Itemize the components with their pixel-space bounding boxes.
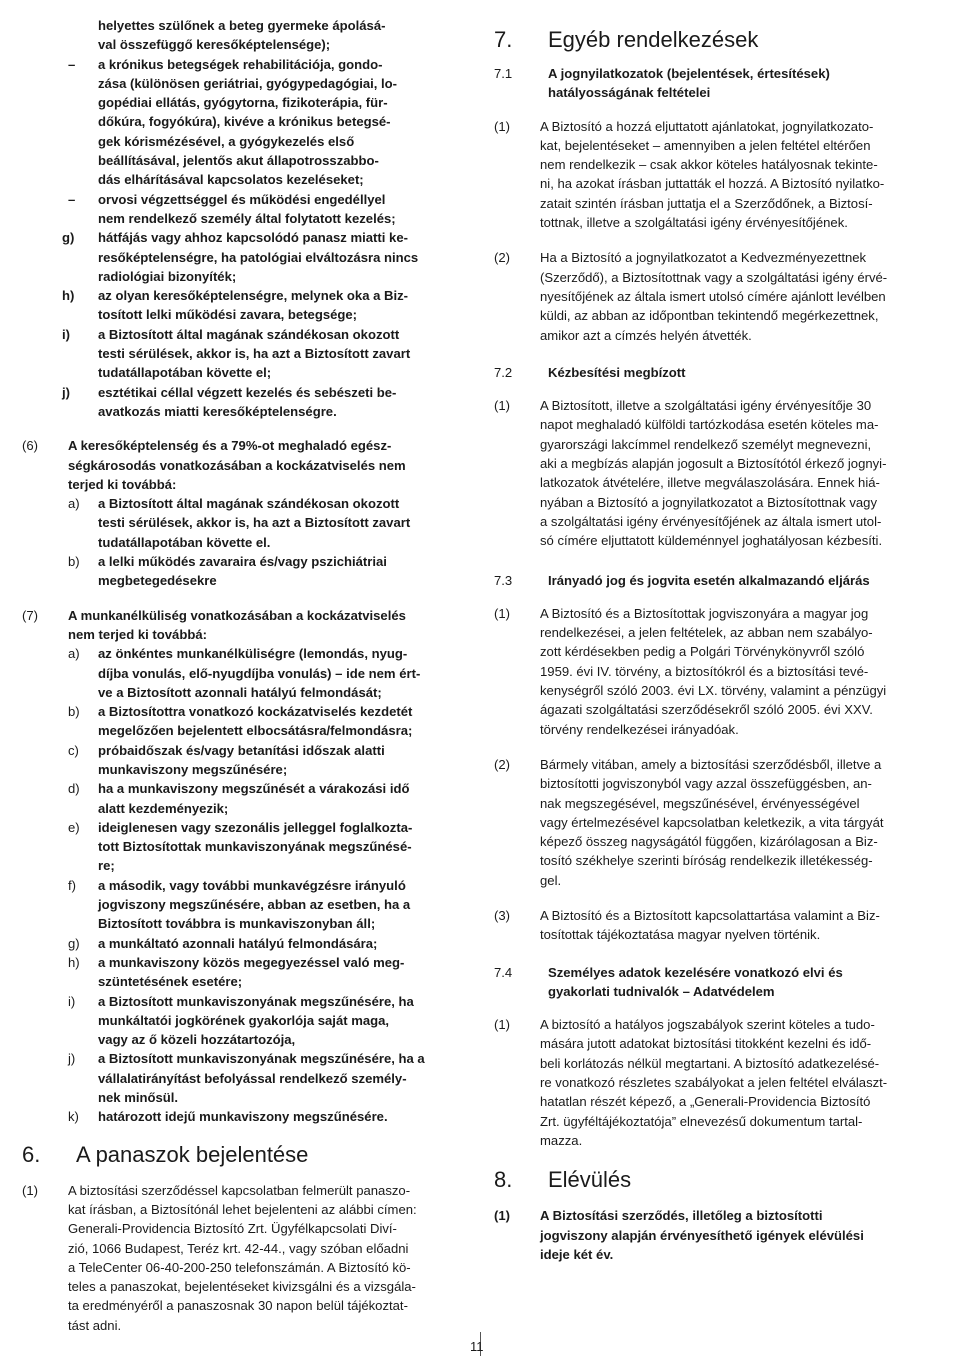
- paragraph-label: (1): [494, 1208, 511, 1224]
- paragraph-label: (3): [494, 907, 511, 923]
- text-line: vagy az ő közeli hozzátartozója,: [98, 1032, 296, 1048]
- text-line: ta eredményéről a panaszosnak 30 napon belül tájékoztat-: [68, 1298, 408, 1314]
- text-line: ve a Biztosított azonnali hatályú felmondását;: [98, 684, 382, 700]
- item-label: d): [68, 781, 80, 797]
- text-line: a Biztosítottra vonatkozó kockázatviselés kezdetét: [98, 704, 413, 720]
- section-title: Elévülés: [548, 1167, 632, 1193]
- text-line: tottnak, illetve a szolgáltatási igény érvényesítőjének.: [540, 215, 848, 231]
- text-line: ágazati szolgáltatási szerződésekről szóló 2005. évi XXV.: [540, 702, 873, 718]
- text-line: testi sérülések, akkor is, ha azt a Biztosított zavart: [98, 346, 411, 362]
- text-line: Ha a Biztosító a jognyilatkozatot a Kedvezményezettnek: [540, 250, 867, 266]
- text-line: kat, bejelentéseket – amennyiben a jelen feltétel eltérően: [540, 137, 871, 153]
- text-line: ideiglenesen vagy szezonális jelleggel foglalkozta-: [98, 819, 413, 835]
- text-line: munkáltatói jogkörének gyakorlója saját maga,: [98, 1012, 390, 1028]
- text-line: gyarországi lakcímmel rendelkező személyt megnevezni,: [540, 436, 872, 452]
- text-line: A Biztosító a hozzá eljuttatott ajánlatokat, jognyilatkozato-: [540, 118, 874, 134]
- section-title: Egyéb rendelkezések: [548, 27, 759, 52]
- letter-list-5: [62, 228, 466, 421]
- page-number: 11: [470, 1339, 484, 1354]
- s73-paragraph-1: [494, 604, 938, 739]
- list-item-j: [68, 1049, 466, 1107]
- text-line: Biztosított továbbra is munkaviszonyban áll;: [98, 916, 376, 932]
- text-line: próbaidőszak és/vagy betanítási időszak alatti: [98, 742, 385, 758]
- list-item-i: [62, 325, 466, 383]
- text-line: zott kérdésekben pedig a Polgári Törvénykönyvről szóló: [540, 644, 865, 660]
- text-line: ni, ha azokat írásban juttatták el hozzá. A Biztosító nyilatko-: [540, 176, 885, 192]
- section-7-heading: [494, 26, 938, 54]
- list-item-b: [68, 702, 466, 741]
- text-line: díjba vonulás, elő-nyugdíjba vonulás) – ide nem ért-: [98, 665, 421, 681]
- text-line: A Biztosító és a Biztosított kapcsolattartása valamint a Biz-: [540, 907, 880, 923]
- text-line: ideje két év.: [540, 1246, 614, 1262]
- text-line: Személyes adatok kezelésére vonatkozó elvi és: [548, 964, 843, 980]
- text-line: mazza.: [540, 1132, 583, 1148]
- text-line: gel.: [540, 872, 562, 888]
- text-line: só címére eljuttatott küldeménnyel joghatályosan kézbesíti.: [540, 533, 883, 549]
- text-line: re;: [98, 858, 115, 874]
- subsection-7-3-heading: [494, 571, 938, 590]
- text-line: beállításával, jelentős akut állapotrosszabbo-: [98, 153, 379, 169]
- paragraph-label: (1): [494, 605, 511, 621]
- section-title: A panaszok bejelentése: [76, 1141, 309, 1167]
- dash-marker: –: [68, 191, 76, 207]
- text-line: vagy értelmezésével kapcsolatban keletkezik, a vita tárgyát: [540, 814, 884, 830]
- text-line: a Biztosított által magának szándékosan okozott: [98, 496, 400, 512]
- text-line: avatkozás miatti keresőképtelenségre.: [98, 403, 337, 419]
- text-line: Kézbesítési megbízott: [548, 364, 686, 380]
- s74-paragraph-1: [494, 1015, 938, 1150]
- text-line: helyettes szülőnek a beteg gyermeke ápolásá-: [98, 18, 386, 33]
- text-line: a munkaviszony közös megegyezéssel való meg-: [98, 954, 405, 970]
- list-item-f: [68, 876, 466, 934]
- list-item-g: [62, 228, 466, 286]
- item-label: e): [68, 819, 80, 835]
- subsection-7-1-heading: [494, 64, 938, 103]
- text-line: re vonatkozó részletes szabályokat a jelen feltétel elválaszt-: [540, 1075, 888, 1091]
- text-line: zatait szintén írásban juttatja el a Szerződőnek, a Biztosí-: [540, 195, 873, 211]
- subsection-number: 7.1: [494, 66, 513, 81]
- list-item-e: [68, 818, 466, 876]
- item-label: b): [68, 704, 80, 720]
- paragraph-label: (1): [494, 1017, 511, 1033]
- paragraph-label: (1): [494, 118, 511, 134]
- list-item-k: [68, 1107, 466, 1126]
- item-label: i): [68, 993, 76, 1009]
- left-column: [22, 16, 466, 1335]
- text-line: biztosítotti jogviszonyból vagy azzal összefüggésben, an-: [540, 776, 872, 792]
- section-8-heading: [494, 1166, 938, 1194]
- item-label: f): [68, 877, 76, 893]
- text-line: 1959. évi IV. törvény, a biztosítókról és a biztosítási tevé-: [540, 663, 869, 679]
- paragraph-label: (1): [22, 1182, 39, 1198]
- list-item-c: [68, 741, 466, 780]
- text-line: szüntetésének esetére;: [98, 974, 243, 990]
- intro-continuation: [98, 16, 466, 55]
- text-line: val összefüggő keresőképtelensége);: [98, 37, 331, 53]
- text-line: kenységről szóló 2003. évi LX. törvény, valamint a pénzügyi: [540, 683, 887, 699]
- item-label: g): [62, 230, 75, 246]
- text-line: ségkárosodás vonatkozásában a kockázatviselés nem: [68, 457, 406, 473]
- item-label: b): [68, 554, 80, 570]
- text-line: esztétikai céllal végzett kezelés és sebészeti be-: [98, 384, 397, 400]
- text-line: nak megszegésével, megszűnésével, érvényességével: [540, 795, 860, 811]
- subsection-number: 7.4: [494, 964, 513, 980]
- text-line: dás elhárításával kapcsolatos kezeléseket;: [98, 172, 364, 188]
- text-line: A biztosító a hatályos jogszabályok szerint köteles a tudo-: [540, 1017, 875, 1033]
- paragraph-label: (1): [494, 398, 511, 414]
- text-line: beli korlátozás nélkül megtartani. A biztosító adatkezelésé-: [540, 1055, 880, 1071]
- text-line: az olyan keresőképtelenségre, melynek oka a Biz-: [98, 288, 409, 304]
- item-label: g): [68, 935, 80, 951]
- text-line: a lelki működés zavaraira és/vagy pszichiátriai: [98, 554, 387, 570]
- text-line: nek minősül.: [98, 1090, 179, 1106]
- text-line: (Szerződő), a Biztosítottnak vagy a szolgáltatási igény érvé-: [540, 269, 888, 285]
- text-line: nem rendelkezik – csak akkor köteles hatályosnak tekinte-: [540, 157, 878, 173]
- text-line: tosító székhelye szerinti bíróság rendelkezik illetékesség-: [540, 853, 873, 869]
- item-label: k): [68, 1109, 79, 1125]
- dash-list: [68, 55, 466, 229]
- text-line: küldi, az abban az időpontban tekintendő megérkezettnek,: [540, 308, 879, 324]
- text-line: jogviszony alapján érvényesíthető igények elévülési: [540, 1227, 864, 1243]
- text-line: A jognyilatkozatok (bejelentések, értesítések): [548, 66, 830, 81]
- list-item-b: [68, 552, 466, 591]
- list-item-h: [62, 286, 466, 325]
- text-line: a szolgáltatási igény érvényesítőjének az általa ismert utol-: [540, 513, 882, 529]
- item-label: h): [68, 954, 80, 970]
- list-item-i: [68, 992, 466, 1050]
- text-line: az önkéntes munkanélküliségre (lemondás, nyug-: [98, 646, 408, 662]
- text-line: testi sérülések, akkor is, ha azt a Biztosított zavart: [98, 515, 411, 531]
- text-line: A munkanélküliség vonatkozásában a kockázatviselés: [68, 607, 406, 623]
- item-label: j): [68, 1051, 76, 1067]
- text-line: zása (különösen geriátriai, gyógypedagógiai, lo-: [98, 75, 398, 91]
- text-line: A keresőképtelenség és a 79%-ot meghaladó egész-: [68, 438, 392, 454]
- text-line: tosított lelki működési zavara, betegsége;: [98, 307, 358, 323]
- text-line: zió, 1066 Budapest, Teréz krt. 42-44., vagy szóban előadni: [68, 1240, 409, 1256]
- text-line: dőkúra, fogyókúra), kivéve a krónikus betegsé-: [98, 114, 391, 130]
- text-line: napot meghaladó külföldi tartózkodása esetén köteles ma-: [540, 417, 879, 433]
- dash-item: [68, 190, 466, 229]
- text-line: munkaviszony megszűnésére;: [98, 761, 288, 777]
- section-number: 6.: [22, 1141, 41, 1167]
- text-line: gek kórismézésével, a gyógykezelés első: [98, 133, 355, 149]
- paragraph-6: [22, 436, 466, 590]
- paragraph-7: [22, 606, 466, 1127]
- list-item-a: [68, 644, 466, 702]
- dash-item: [68, 55, 466, 190]
- text-line: A biztosítási szerződéssel kapcsolatban felmerült panaszo-: [68, 1182, 411, 1198]
- item-label: h): [62, 288, 75, 304]
- text-line: orvosi végzettséggel és működési engedéllyel: [98, 191, 386, 207]
- text-line: terjed ki továbbá:: [68, 476, 177, 492]
- text-line: nem rendelkező személy által folytatott kezelés;: [98, 210, 396, 226]
- subsection-number: 7.3: [494, 572, 513, 588]
- text-line: ha a munkaviszony megszűnését a várakozási idő: [98, 781, 410, 797]
- text-line: jogviszony megszűnésére, abban az esetben, ha a: [98, 897, 411, 913]
- text-line: gopédiai ellátás, gyógytorna, fizikoterápia, für-: [98, 95, 388, 111]
- list-item-h: [68, 953, 466, 992]
- text-line: Bármely vitában, amely a biztosítási szerződésből, illetve a: [540, 756, 882, 772]
- section-number: 8.: [494, 1167, 513, 1193]
- list-item-a: [68, 494, 466, 552]
- text-line: a munkáltató azonnali hatályú felmondására;: [98, 935, 378, 951]
- section-6-heading: [22, 1141, 466, 1169]
- right-column: [494, 16, 938, 1264]
- text-line: nyesítőjének az általa ismert utolsó címére ajánlott levélben: [540, 288, 886, 304]
- text-line: latkozatok átvételére, illetve megválaszolására. Ennek hiá-: [540, 475, 880, 491]
- text-line: resőképtelenségre, ha patológiai elváltozásra nincs: [98, 249, 419, 265]
- text-line: A Biztosított, illetve a szolgáltatási igény érvényesítője 30: [540, 398, 872, 414]
- text-line: hatatlan részét képező, a „Generali-Providencia Biztosító: [540, 1094, 871, 1110]
- text-line: vállalatirányítást befolyással rendelkező személy-: [98, 1070, 407, 1086]
- text-line: A Biztosítási szerződés, illetőleg a biztosítotti: [540, 1208, 823, 1224]
- text-line: mására jutott adatokat biztosítási titokként kezelni és idő-: [540, 1036, 872, 1052]
- text-line: nem terjed ki továbbá:: [68, 626, 207, 642]
- item-label: a): [68, 496, 80, 512]
- s73-paragraph-3: [494, 906, 938, 945]
- text-line: a Biztosított által magának szándékosan okozott: [98, 326, 400, 342]
- text-line: Zrt. ügyféltájékoztatója” elnevezésű dokumentum tartal-: [540, 1113, 863, 1129]
- section-number: 7.: [494, 27, 513, 52]
- section-6-paragraph-1: [22, 1181, 466, 1335]
- paragraph-label: (6): [22, 438, 39, 454]
- list-item-d: [68, 779, 466, 818]
- text-line: amikor azt a címzés helyén átvették.: [540, 327, 752, 343]
- text-line: teles a panaszokat, bejelentéseket kivizsgálni és a vizsgála-: [68, 1279, 416, 1295]
- s71-paragraph-2: [494, 248, 938, 344]
- item-label: c): [68, 742, 79, 758]
- text-line: A Biztosító és a Biztosítottak jogviszonyára a magyar jog: [540, 605, 869, 621]
- text-line: Irányadó jog és jogvita esetén alkalmazandó eljárás: [548, 572, 870, 588]
- list-item-j: [62, 383, 466, 422]
- subsection-7-4-heading: [494, 963, 938, 1002]
- text-line: alatt kezdeményezik;: [98, 800, 229, 816]
- text-line: nyában a Biztosító a jognyilatkozatot a Biztosítottnak vagy: [540, 494, 877, 510]
- text-line: a krónikus betegségek rehabilitációja, gondo-: [98, 56, 383, 72]
- item-label: a): [68, 646, 80, 662]
- text-line: a Biztosított munkaviszonyának megszűnésére, ha: [98, 993, 414, 1009]
- s73-paragraph-2: [494, 755, 938, 890]
- s72-paragraph-1: [494, 396, 938, 550]
- text-line: radiológiai bizonyíték;: [98, 268, 237, 284]
- text-line: hátfájás vagy ahhoz kapcsolódó panasz miatti ke-: [98, 230, 408, 246]
- text-line: képező összeg nagyságától függően, kizárólagosan a Biz-: [540, 834, 878, 850]
- item-label: j): [62, 384, 70, 400]
- text-line: tott Biztosítottak munkaviszonyának megszűnésé-: [98, 839, 412, 855]
- section-8-paragraph-1: [494, 1206, 938, 1264]
- dash-marker: –: [68, 56, 76, 72]
- subsection-number: 7.2: [494, 364, 513, 380]
- text-line: tudatállapotában követte el;: [98, 365, 272, 381]
- text-line: Generali-Providencia Biztosító Zrt. Ügyfélkapcsolati Diví-: [68, 1221, 397, 1237]
- paragraph-label: (2): [494, 250, 511, 266]
- subsection-7-2-heading: [494, 363, 938, 382]
- item-label: i): [62, 326, 70, 342]
- text-line: kat írásban, a Biztosítónál lehet bejelenteni az alábbi címen:: [68, 1201, 417, 1217]
- text-line: megelőzően bejelentett elbocsátásra/felmondásra;: [98, 723, 413, 739]
- text-line: határozott idejű munkaviszony megszűnésére.: [98, 1109, 388, 1125]
- text-line: hatályosságának feltételei: [548, 85, 711, 101]
- paragraph-label: (2): [494, 756, 511, 772]
- text-line: aki a megbízás alapján jogosult a Biztosítótól érkező jognyi-: [540, 456, 887, 472]
- text-line: megbetegedésekre: [98, 573, 217, 589]
- paragraph-label: (7): [22, 607, 39, 623]
- text-line: tosítottak tájékoztatása magyar nyelven történik.: [540, 927, 821, 943]
- list-item-g: [68, 934, 466, 953]
- text-line: tudatállapotában követte el.: [98, 534, 271, 550]
- text-line: törvény rendelkezései irányadóak.: [540, 721, 739, 737]
- text-line: gyakorlati tudnivalók – Adatvédelem: [548, 983, 775, 999]
- text-line: a Biztosított munkaviszonyának megszűnésére, ha a: [98, 1051, 425, 1067]
- s71-paragraph-1: [494, 117, 938, 233]
- text-line: a második, vagy további munkavégzésre irányuló: [98, 877, 406, 893]
- text-line: rendelkezései, a jelen feltételek, az abban nem szabályo-: [540, 625, 873, 641]
- text-line: tást adni.: [68, 1317, 122, 1333]
- text-line: a TeleCenter 06-40-200-250 telefonszámán. A Biztosító kö-: [68, 1259, 411, 1275]
